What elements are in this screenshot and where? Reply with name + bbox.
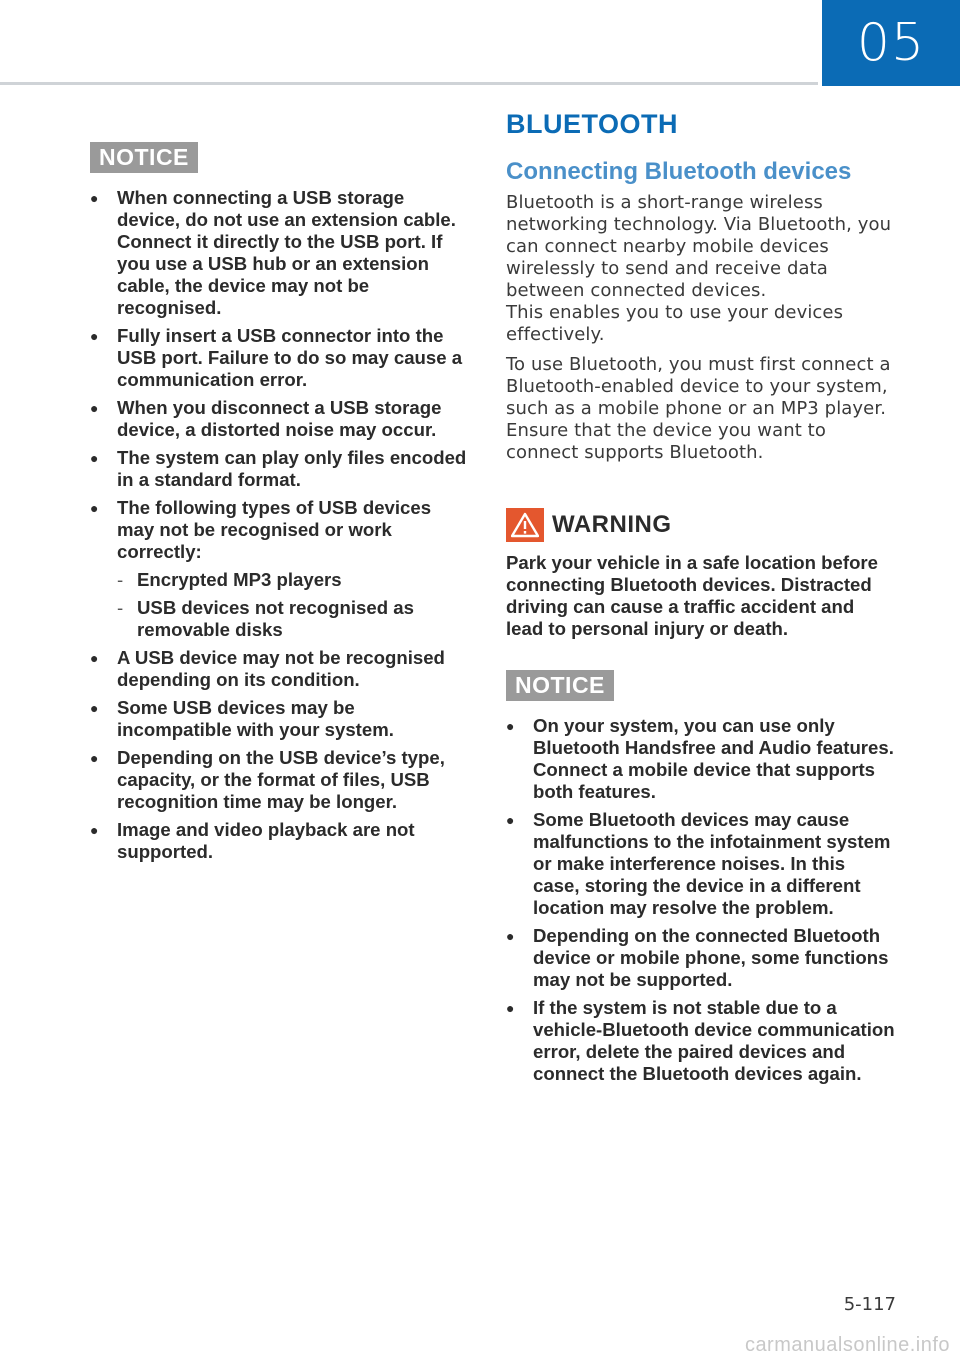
notice-badge: NOTICE xyxy=(90,142,198,173)
subsection-title: Connecting Bluetooth devices xyxy=(506,158,852,185)
list-item: ● Fully insert a USB connector into the USB port. Failure to do so may cause a communication error. xyxy=(90,325,463,390)
list-item: ● The system can play only files encoded in a standard format. xyxy=(90,447,467,490)
sub-list xyxy=(117,569,470,641)
notice-list xyxy=(90,187,470,863)
list-item: ● When you disconnect a USB storage device, a distorted noise may occur. xyxy=(90,397,442,440)
list-item: ● Some USB devices may be incompatible with your system. xyxy=(90,697,394,740)
paragraph: Bluetooth is a short-range wireless networking technology. Via Bluetooth, you can connect nearby mobile devices wirelessly to send and receive data between connected devices. xyxy=(506,192,892,301)
bullet-icon: ● xyxy=(90,700,99,716)
list-item: ● Image and video playback are not supported. xyxy=(90,819,415,862)
bullet-icon: ● xyxy=(506,928,515,944)
bullet-icon: ● xyxy=(90,400,99,416)
chapter-tab: 05 xyxy=(822,0,960,86)
list-item: ● Some Bluetooth devices may cause malfunctions to the infotainment system or make interference noises. In this case, storing the device in a different location may resolve the problem. xyxy=(506,809,891,918)
section-title: BLUETOOTH xyxy=(506,109,678,139)
warning-text: Park your vehicle in a safe location before connecting Bluetooth devices. Distracted driving can cause a traffic accident and lead to personal injury or death. xyxy=(506,552,879,639)
list-item: ● The following types of USB devices may not be recognised or work correctly: - Encrypted MP3 players - USB devices not recognised as removable disks xyxy=(90,497,470,641)
list-item: ● If the system is not stable due to a vehicle-Bluetooth device communication error, delete the paired devices and connect the Bluetooth devices again. xyxy=(506,997,895,1084)
warning-header xyxy=(506,508,896,542)
bullet-icon: ● xyxy=(90,328,99,344)
notice-list xyxy=(506,715,896,1085)
list-item: ● When connecting a USB storage device, do not use an extension cable. Connect it directly to the USB port. If you use a USB hub or an extension cable, the device may not be recognised. xyxy=(90,187,456,318)
sub-list-item: - Encrypted MP3 players xyxy=(117,569,342,590)
list-item: ● On your system, you can use only Bluetooth Handsfree and Audio features. Connect a mobile device that supports both features. xyxy=(506,715,894,802)
left-column xyxy=(90,142,470,869)
notice-badge: NOTICE xyxy=(506,670,614,701)
list-item: ● Depending on the USB device’s type, capacity, or the format of files, USB recognition time may be longer. xyxy=(90,747,445,812)
dash-icon: - xyxy=(117,569,124,590)
warning-triangle-icon xyxy=(506,508,544,542)
header-rule xyxy=(0,82,818,85)
list-item: ● Depending on the connected Bluetooth device or mobile phone, some functions may not be supported. xyxy=(506,925,889,990)
watermark: carmanualsonline.info xyxy=(744,1334,950,1356)
dash-icon: - xyxy=(117,597,124,618)
warning-title: WARNING xyxy=(552,511,672,538)
bullet-icon: ● xyxy=(90,822,99,838)
bullet-icon: ● xyxy=(506,812,515,828)
bullet-icon: ● xyxy=(90,500,99,516)
bullet-icon: ● xyxy=(506,718,515,734)
bullet-icon: ● xyxy=(506,1000,515,1016)
sub-list-item: - USB devices not recognised as removable disks xyxy=(117,597,414,640)
paragraph: This enables you to use your devices effectively. xyxy=(506,302,844,345)
bullet-icon: ● xyxy=(90,190,99,206)
bullet-icon: ● xyxy=(90,750,99,766)
paragraph: To use Bluetooth, you must first connect a Bluetooth-enabled device to your system, such as a mobile phone or an MP3 player. Ensure that the device you want to connect supports Bluetooth. xyxy=(506,354,891,463)
right-column xyxy=(506,108,896,1091)
bullet-icon: ● xyxy=(90,450,99,466)
page-number: 5-117 xyxy=(843,1294,896,1315)
list-item: ● A USB device may not be recognised depending on its condition. xyxy=(90,647,445,690)
bullet-icon: ● xyxy=(90,650,99,666)
